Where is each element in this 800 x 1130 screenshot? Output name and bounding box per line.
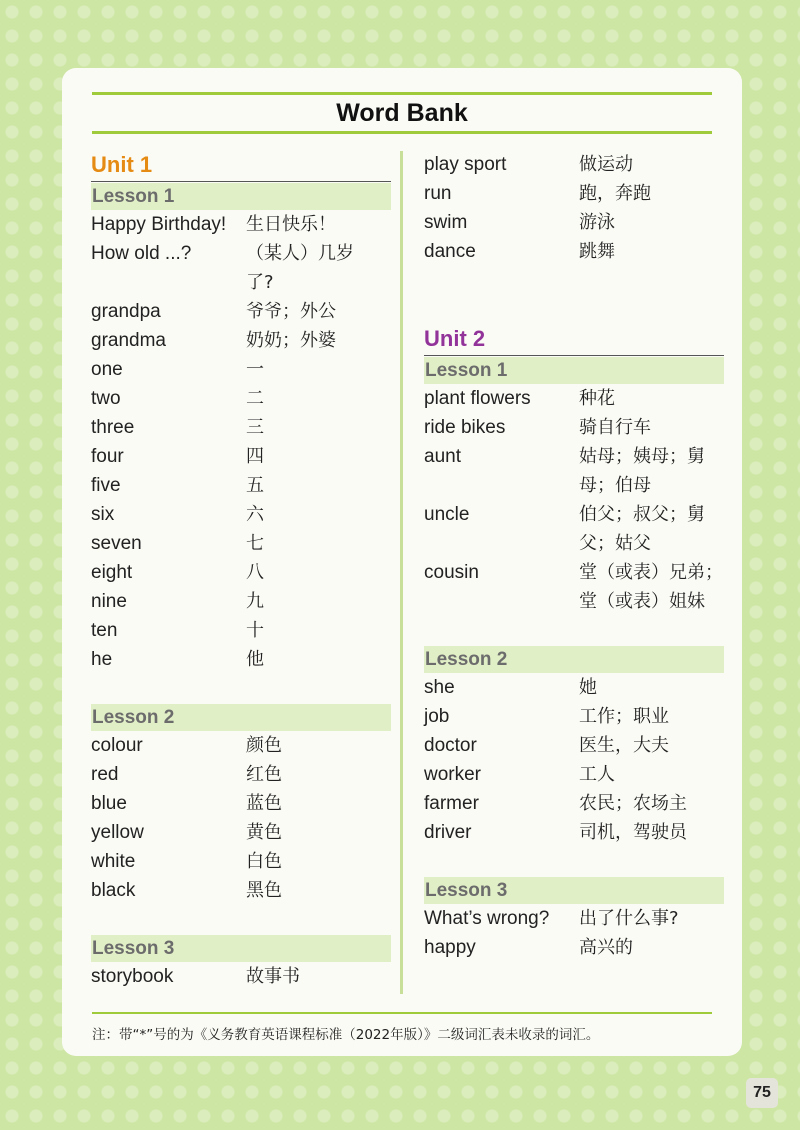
english-word: dance: [424, 241, 476, 262]
chinese-meaning: 骑自行车: [579, 417, 651, 438]
chinese-meaning: 她: [579, 677, 597, 698]
lesson-heading: Lesson 3: [91, 935, 391, 962]
english-word: grandpa: [91, 301, 161, 322]
unit-1-heading: Unit 1: [91, 150, 391, 182]
english-word: run: [424, 183, 452, 204]
chinese-meaning: 跳舞: [579, 241, 615, 262]
english-word: aunt: [424, 446, 461, 467]
english-word: black: [91, 880, 136, 901]
english-word: one: [91, 359, 123, 380]
chinese-meaning: 伯父；叔父；舅父；姑父: [579, 504, 705, 554]
word-row: [424, 384, 724, 413]
english-word: yellow: [91, 822, 144, 843]
english-word: blue: [91, 793, 127, 814]
chinese-meaning: 种花: [579, 388, 615, 409]
page-number: 75: [746, 1078, 778, 1108]
chinese-meaning: 工人: [579, 764, 615, 785]
chinese-meaning: 做运动: [579, 154, 633, 175]
page-title: Word Bank: [336, 99, 468, 127]
chinese-meaning: 故事书: [246, 966, 300, 987]
word-list: [424, 673, 724, 847]
chinese-meaning: 九: [246, 591, 264, 612]
footnote: 注：带“*”号的为《义务教育英语课程标准（2022年版）》二级词汇表未收录的词汇。: [92, 1012, 712, 1043]
chinese-meaning: 出了什么事?: [579, 908, 679, 929]
english-word: four: [91, 446, 124, 467]
english-word: ride bikes: [424, 417, 506, 438]
chinese-meaning: 奶奶；外婆: [246, 330, 336, 351]
chinese-meaning: 司机，驾驶员: [579, 822, 687, 843]
chinese-meaning: 游泳: [579, 212, 615, 233]
word-list: [91, 962, 391, 991]
word-row: [91, 500, 391, 529]
english-word: How old ...?: [91, 243, 192, 264]
word-row: [424, 673, 724, 702]
english-word: three: [91, 417, 135, 438]
chinese-meaning: 三: [246, 417, 264, 438]
word-row: [91, 210, 391, 239]
word-row: [424, 208, 724, 237]
word-row: [424, 413, 724, 442]
word-row: [91, 471, 391, 500]
chinese-meaning: 六: [246, 504, 264, 525]
english-word: white: [91, 851, 136, 872]
chinese-meaning: 姑母；姨母；舅母；伯母: [579, 446, 705, 496]
word-row: [424, 179, 724, 208]
word-list: [91, 731, 391, 905]
chinese-meaning: 五: [246, 475, 264, 496]
word-bank-card: [62, 68, 742, 1056]
english-word: ten: [91, 620, 118, 641]
word-row: [424, 150, 724, 179]
word-row: [91, 847, 391, 876]
chinese-meaning: 十: [246, 620, 264, 641]
english-word: What’s wrong?: [424, 908, 550, 929]
english-word: nine: [91, 591, 127, 612]
english-word: plant flowers: [424, 388, 531, 409]
lesson-heading: Lesson 1: [424, 357, 724, 384]
word-list: [424, 150, 724, 266]
chinese-meaning: 工作；职业: [579, 706, 669, 727]
english-word: six: [91, 504, 115, 525]
english-word: five: [91, 475, 121, 496]
chinese-meaning: 他: [246, 649, 264, 670]
chinese-meaning: 四: [246, 446, 264, 467]
word-row: [424, 818, 724, 847]
unit-2-heading: Unit 2: [424, 324, 724, 356]
word-list: [424, 384, 724, 616]
chinese-meaning: 堂（或表）兄弟；堂（或表）姐妹: [579, 562, 723, 612]
lesson-heading: Lesson 3: [424, 877, 724, 904]
chinese-meaning: 八: [246, 562, 264, 583]
word-row: [91, 962, 391, 991]
lesson-heading: Lesson 2: [424, 646, 724, 673]
english-word: worker: [424, 764, 482, 785]
english-word: cousin: [424, 562, 479, 583]
word-row: [91, 818, 391, 847]
word-row: [91, 442, 391, 471]
chinese-meaning: 黑色: [246, 880, 282, 901]
chinese-meaning: 高兴的: [579, 937, 633, 958]
word-row: [424, 237, 724, 266]
english-word: red: [91, 764, 119, 785]
word-row: [91, 876, 391, 905]
word-row: [91, 789, 391, 818]
word-list: [424, 904, 724, 962]
word-row: [91, 384, 391, 413]
word-row: [424, 442, 724, 500]
english-word: driver: [424, 822, 472, 843]
word-row: [424, 789, 724, 818]
word-row: [424, 731, 724, 760]
english-word: two: [91, 388, 121, 409]
word-row: [91, 239, 391, 297]
english-word: eight: [91, 562, 133, 583]
chinese-meaning: 七: [246, 533, 264, 554]
chinese-meaning: 黄色: [246, 822, 282, 843]
chinese-meaning: 跑，奔跑: [579, 183, 651, 204]
word-row: [91, 760, 391, 789]
word-row: [91, 587, 391, 616]
chinese-meaning: 二: [246, 388, 264, 409]
word-row: [424, 558, 724, 616]
english-word: swim: [424, 212, 468, 233]
chinese-meaning: 红色: [246, 764, 282, 785]
column-divider: [400, 151, 403, 994]
left-column: [91, 150, 391, 991]
chinese-meaning: 颜色: [246, 735, 282, 756]
chinese-meaning: 农民；农场主: [579, 793, 687, 814]
english-word: job: [424, 706, 450, 727]
chinese-meaning: 蓝色: [246, 793, 282, 814]
english-word: colour: [91, 735, 143, 756]
word-list: [91, 210, 391, 674]
chinese-meaning: 医生，大夫: [579, 735, 669, 756]
english-word: happy: [424, 937, 476, 958]
english-word: farmer: [424, 793, 479, 814]
lesson-heading: Lesson 1: [91, 183, 391, 210]
word-row: [424, 904, 724, 933]
word-row: [91, 616, 391, 645]
word-row: [91, 297, 391, 326]
english-word: grandma: [91, 330, 166, 351]
lesson-heading: Lesson 2: [91, 704, 391, 731]
english-word: Happy Birthday!: [91, 214, 227, 235]
english-word: play sport: [424, 154, 507, 175]
word-row: [91, 529, 391, 558]
chinese-meaning: 白色: [246, 851, 282, 872]
english-word: storybook: [91, 966, 174, 987]
word-row: [424, 702, 724, 731]
word-row: [91, 558, 391, 587]
word-row: [91, 326, 391, 355]
english-word: doctor: [424, 735, 477, 756]
word-row: [91, 731, 391, 760]
word-row: [91, 355, 391, 384]
chinese-meaning: 生日快乐！: [246, 214, 336, 235]
word-row: [424, 500, 724, 558]
word-row: [424, 933, 724, 962]
word-row: [91, 413, 391, 442]
chinese-meaning: 爷爷；外公: [246, 301, 336, 322]
right-column: [424, 150, 724, 962]
word-row: [424, 760, 724, 789]
english-word: she: [424, 677, 455, 698]
english-word: he: [91, 649, 113, 670]
chinese-meaning: （某人）几岁了?: [246, 243, 354, 293]
chinese-meaning: 一: [246, 359, 264, 380]
title-bar: [92, 92, 712, 134]
word-row: [91, 645, 391, 674]
english-word: seven: [91, 533, 142, 554]
english-word: uncle: [424, 504, 470, 525]
